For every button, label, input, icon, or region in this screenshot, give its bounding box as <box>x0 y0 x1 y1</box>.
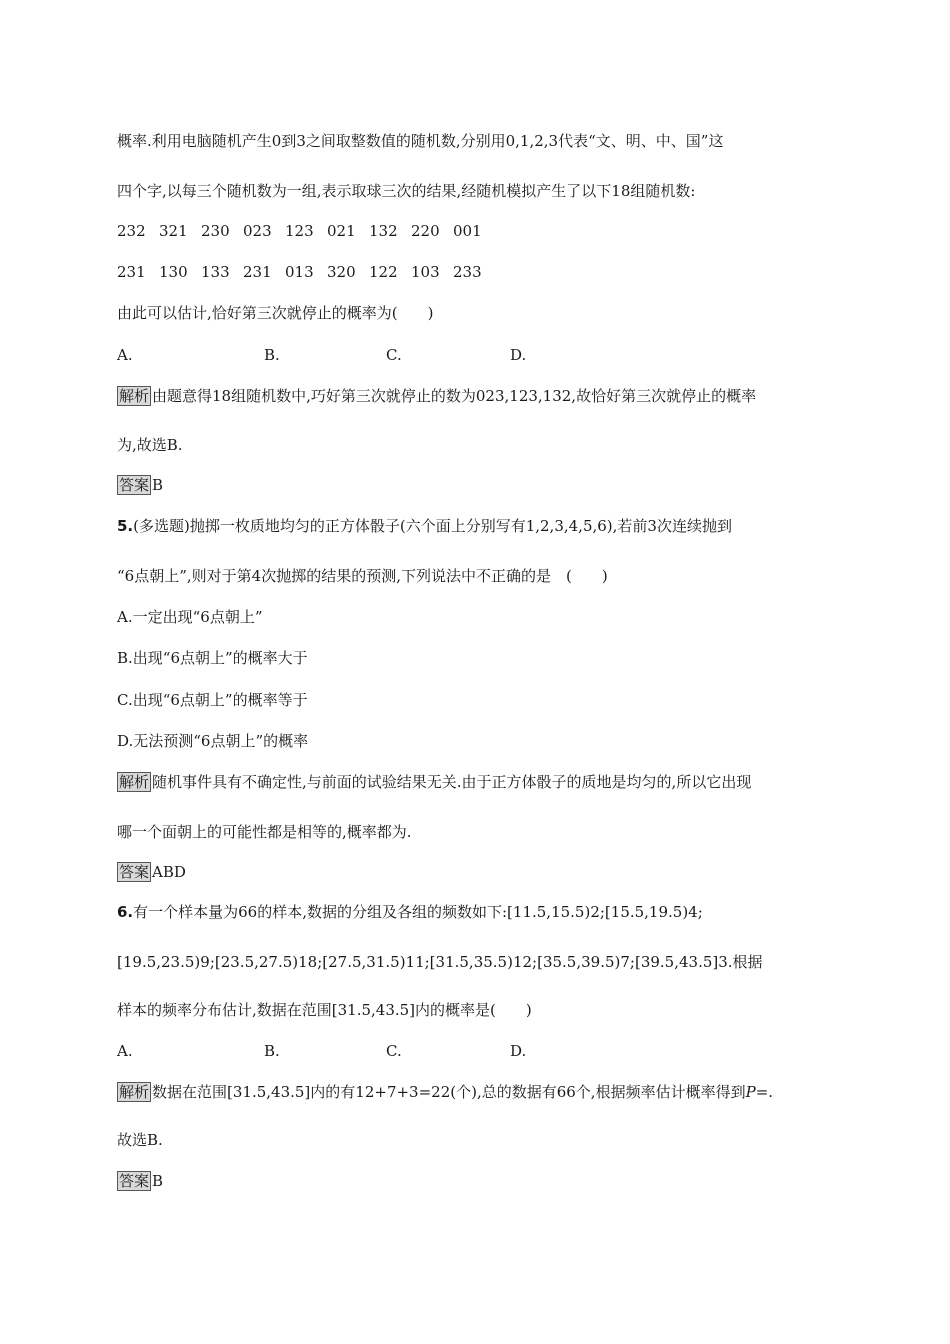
random-number: 231 <box>117 263 146 281</box>
random-number: 023 <box>243 222 272 240</box>
random-number: 021 <box>327 222 356 240</box>
option-b: B. <box>264 1042 280 1060</box>
p6-analysis-line1 <box>117 1082 773 1102</box>
analysis-text: 数据在范围[31.5,43.5]内的有12+7+3=22(个),总的数据有66个,根据频率估计概率得到 <box>152 1083 746 1101</box>
answer-label: 答案 <box>119 1172 150 1190</box>
analysis-label: 解析 <box>119 387 150 405</box>
answer-label: 答案 <box>119 476 150 494</box>
p4-options <box>117 345 526 365</box>
option-d: D. <box>510 1042 527 1060</box>
analysis-text: 由题意得18组随机数中,巧好第三次就停止的数为023,123,132,故恰好第三次就停止的概率 <box>152 387 757 405</box>
option-a: A. <box>117 1042 133 1060</box>
question-text: (多选题)抛掷一枚质地均匀的正方体骰子(六个面上分别写有1,2,3,4,5,6),若前3次连续抛到 <box>133 517 732 535</box>
random-number: 132 <box>369 222 398 240</box>
random-number: 321 <box>159 222 188 240</box>
analysis-label: 解析 <box>119 1083 150 1101</box>
random-number: 122 <box>369 263 398 281</box>
option-b: B. <box>264 346 280 364</box>
option-c: C. <box>386 1042 402 1060</box>
p5-option-a: A.一定出现“6点朝上” <box>117 608 263 626</box>
p6-options <box>117 1041 526 1061</box>
p4-random-row1 <box>117 221 495 241</box>
random-number: 231 <box>243 263 272 281</box>
p5-option-b: B.出现“6点朝上”的概率大于 <box>117 649 308 667</box>
option-c: C. <box>386 346 402 364</box>
analysis-text-end: =. <box>755 1083 774 1101</box>
p4-answer <box>117 475 163 495</box>
p5-analysis-line2: 哪一个面朝上的可能性都是相等的,概率都为. <box>117 823 412 841</box>
option-d: D. <box>510 346 527 364</box>
answer-label: 答案 <box>119 863 150 881</box>
p4-text-line1: 概率.利用电脑随机产生0到3之间取整数值的随机数,分别用0,1,2,3代表“文、明、中、国”这 <box>117 132 724 150</box>
random-number: 103 <box>411 263 440 281</box>
question-number: 6. <box>117 903 134 921</box>
answer-value: ABD <box>152 863 186 881</box>
question-text: 有一个样本量为66的样本,数据的分组及各组的频数如下:[11.5,15.5)2;[15.5,19.5)4; <box>133 903 703 921</box>
p5-option-d: D.无法预测“6点朝上”的概率 <box>117 732 309 750</box>
option-a: A. <box>117 346 133 364</box>
random-number: 013 <box>285 263 314 281</box>
p6-text-line3: 样本的频率分布估计,数据在范围[31.5,43.5]内的概率是( ) <box>117 1001 532 1019</box>
p5-text-line2: “6点朝上”,则对于第4次抛掷的结果的预测,下列说法中不正确的是 ( ) <box>117 567 608 585</box>
p5-option-c: C.出现“6点朝上”的概率等于 <box>117 691 308 709</box>
random-number: 130 <box>159 263 188 281</box>
p4-question: 由此可以估计,恰好第三次就停止的概率为( ) <box>117 304 434 322</box>
p4-text-line2: 四个字,以每三个随机数为一组,表示取球三次的结果,经随机模拟产生了以下18组随机数: <box>117 182 696 200</box>
p5-text-line1 <box>117 516 732 536</box>
p6-text-line2: [19.5,23.5)9;[23.5,27.5)18;[27.5,31.5)11;[31.5,35.5)12;[35.5,39.5)7;[39.5,43.5]3.根据 <box>117 953 763 971</box>
p4-analysis-line1 <box>117 386 756 406</box>
random-number: 001 <box>453 222 482 240</box>
p4-random-row2 <box>117 262 495 282</box>
random-number: 320 <box>327 263 356 281</box>
answer-value: B <box>152 1172 164 1190</box>
random-number: 123 <box>285 222 314 240</box>
random-number: 233 <box>453 263 482 281</box>
random-number: 232 <box>117 222 146 240</box>
random-number: 220 <box>411 222 440 240</box>
analysis-label: 解析 <box>119 773 150 791</box>
p5-answer <box>117 862 186 882</box>
p6-text-line1 <box>117 902 703 922</box>
p6-answer <box>117 1171 163 1191</box>
p5-analysis-line1 <box>117 772 751 792</box>
random-number: 230 <box>201 222 230 240</box>
p4-analysis-line2: 为,故选B. <box>117 436 183 454</box>
probability-symbol: P <box>745 1083 756 1101</box>
answer-value: B <box>152 476 164 494</box>
analysis-text: 随机事件具有不确定性,与前面的试验结果无关.由于正方体骰子的质地是均匀的,所以它出现 <box>152 773 752 791</box>
question-number: 5. <box>117 517 134 535</box>
p6-analysis-line2: 故选B. <box>117 1131 163 1149</box>
random-number: 133 <box>201 263 230 281</box>
